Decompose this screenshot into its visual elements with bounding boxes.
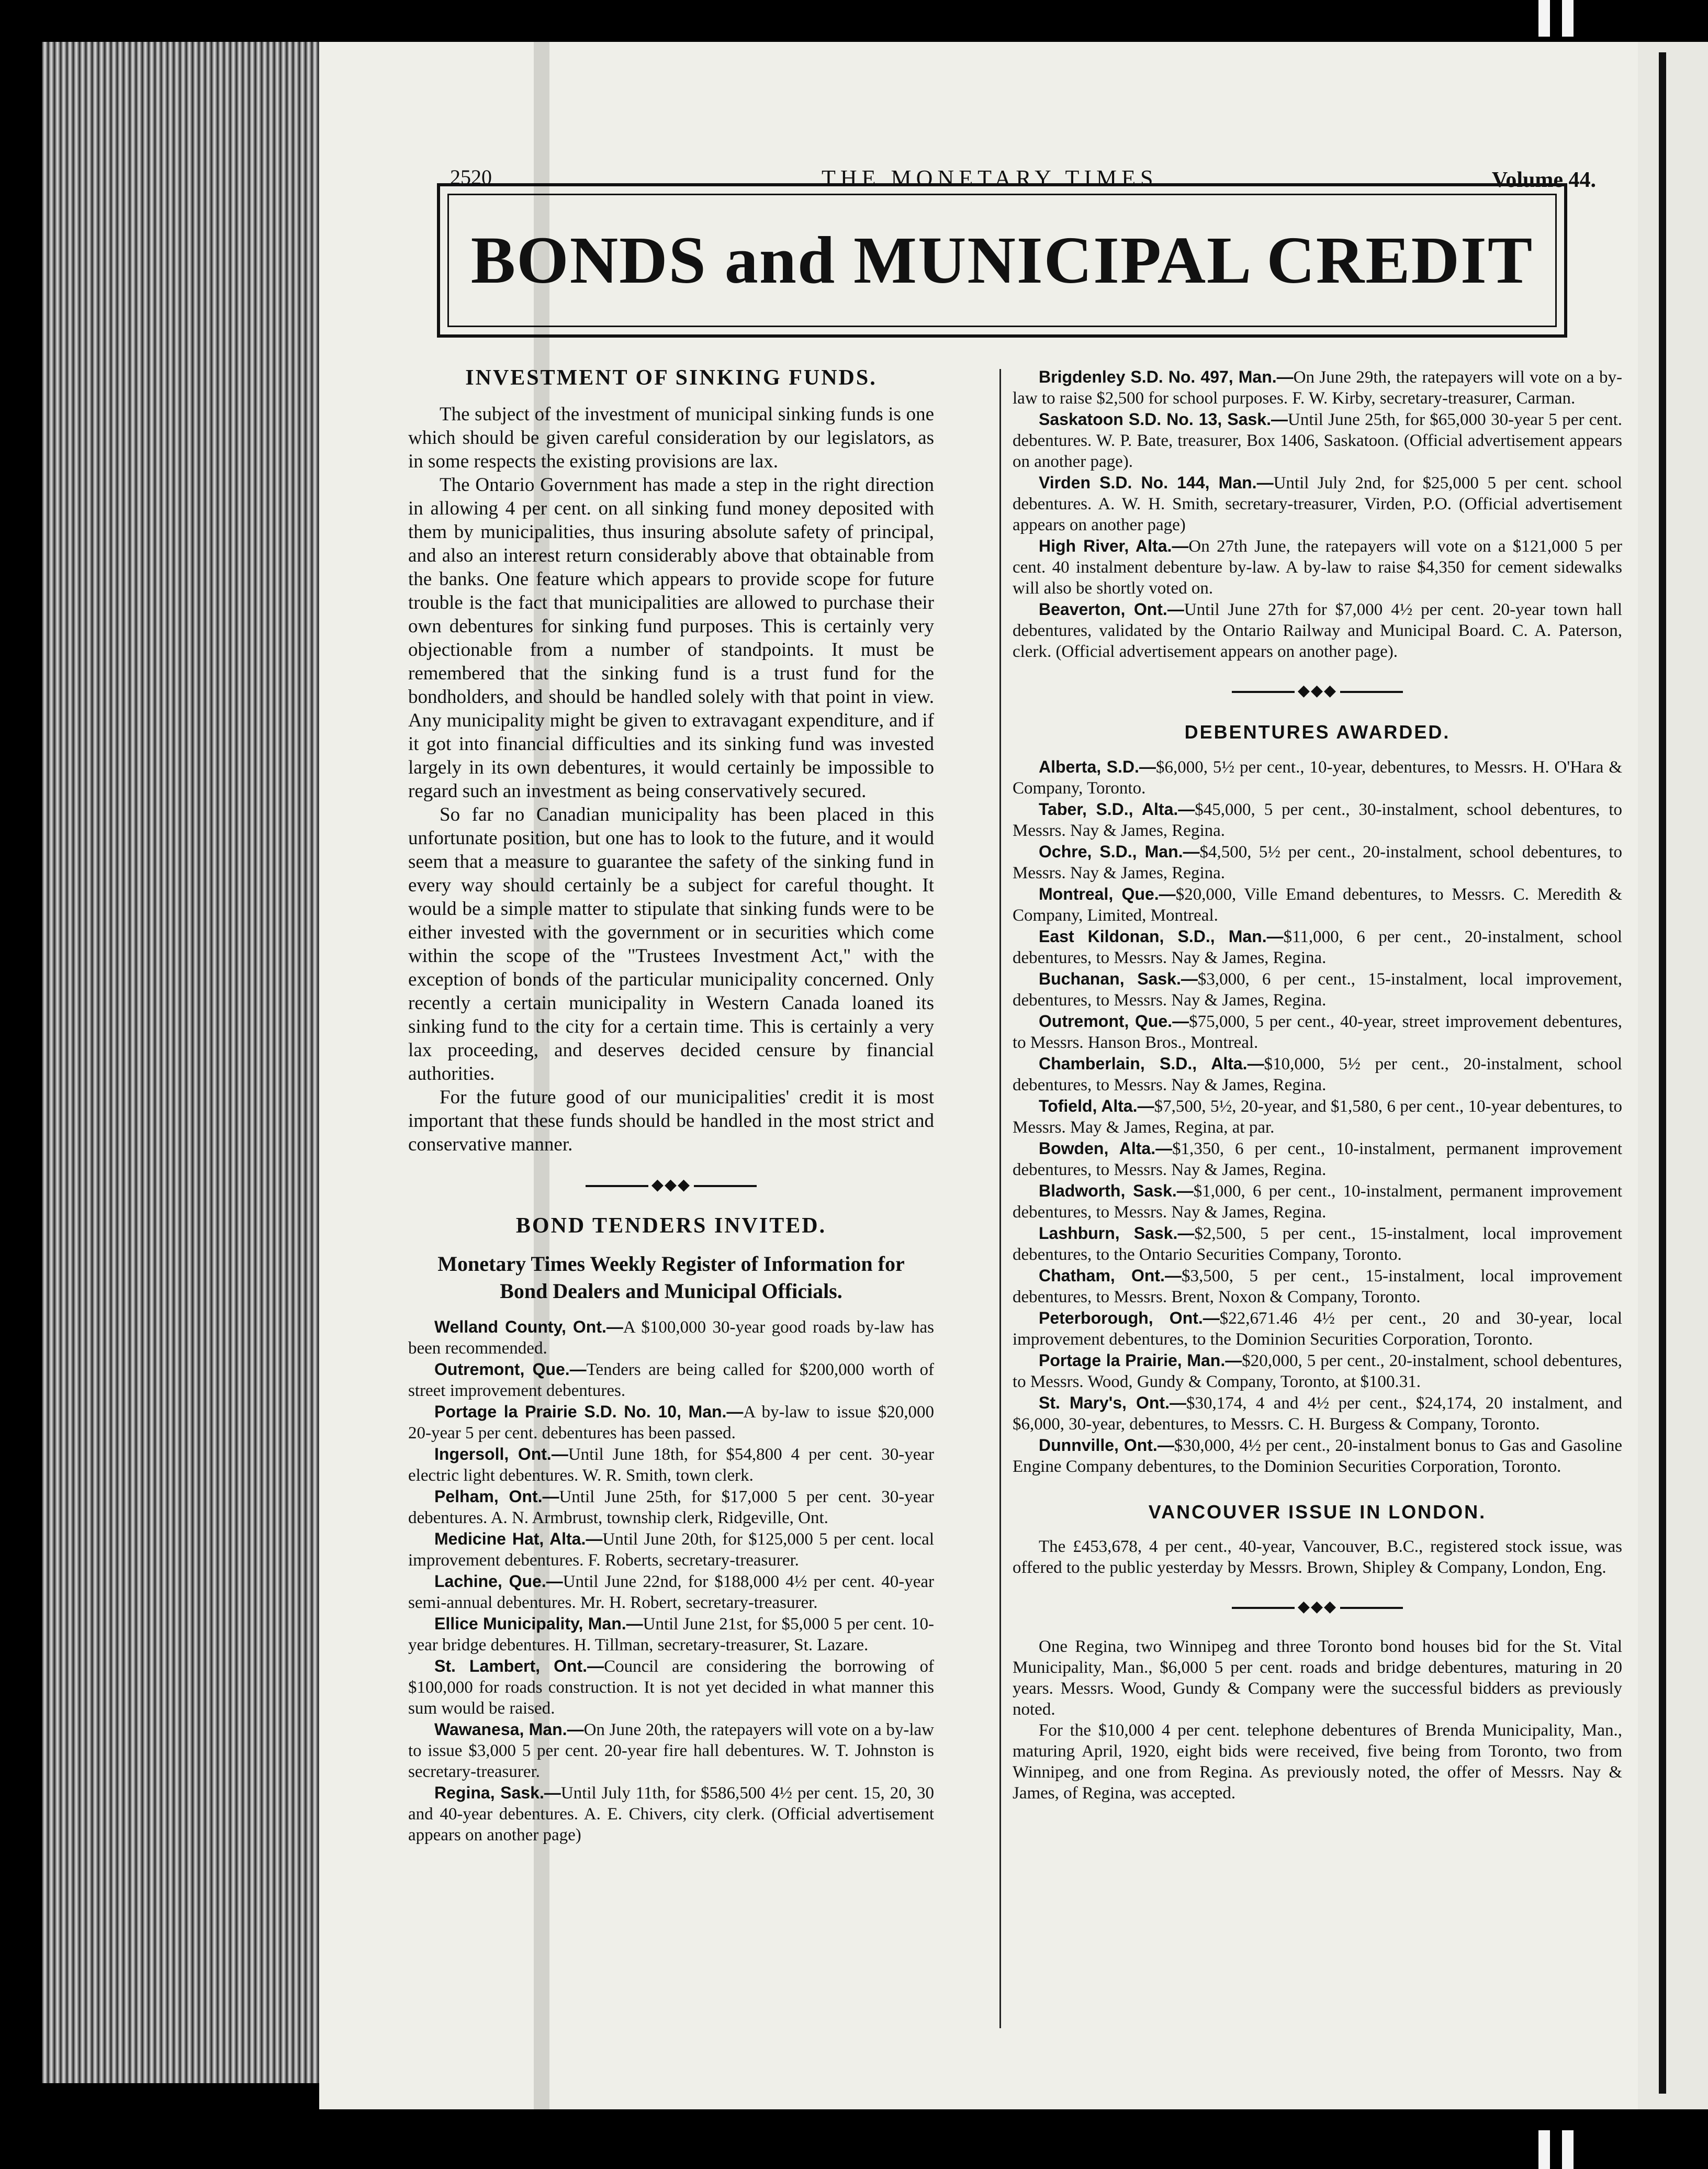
tender-entry — [408, 1444, 934, 1486]
page-number: 2520 — [450, 165, 492, 189]
award-entry — [1013, 968, 1622, 1011]
award-entry — [1013, 841, 1622, 884]
entry-text: $4,500, 5½ per cent., 20-instalment, school debentures, to Messrs. Nay & James, Regina. — [1013, 843, 1623, 882]
entry-municipality: Bladworth, Sask.— — [1039, 1181, 1194, 1200]
tender-entry — [408, 1486, 934, 1528]
bond-tenders-heading: BOND TENDERS INVITED. — [515, 1214, 827, 1238]
vancouver-paragraph: The £453,678, 4 per cent., 40-year, Vancouver, B.C., registered stock issue, was offered to the public yesterday by Messrs. Brown, Shipley & Company, London, Eng. — [1013, 1537, 1622, 1577]
entry-text: $7,500, 5½, 20-year, and $1,580, 6 per cent., 10-year debentures, to Messrs. May & James, Regina, at par. — [1013, 1097, 1622, 1137]
volume-label: Volume 44. — [1491, 168, 1596, 192]
entry-municipality: Chatham, Ont.— — [1039, 1266, 1182, 1285]
entry-municipality: Beaverton, Ont.— — [1039, 600, 1184, 619]
closing-paragraph: One Regina, two Winnipeg and three Toronto bond houses bid for the St. Vital Municipality, Man., $6,000 5 per cent. roads and bridge debentures, maturing in 20 years. Messrs. Wood, Gundy & Company were the successful bidders as previously noted. — [1013, 1637, 1622, 1719]
award-entry — [1013, 1350, 1622, 1392]
entry-municipality: Outremont, Que.— — [434, 1360, 587, 1379]
entry-text: $3,500, 5 per cent., 15-instalment, local improvement debentures, to Messrs. Brent, Noxon & Company, Toronto. — [1013, 1267, 1623, 1306]
entry-text: A $100,000 30-year good roads by-law has been recommended. — [408, 1318, 935, 1358]
entry-municipality: Welland County, Ont.— — [434, 1317, 623, 1336]
facing-page-rule — [1659, 52, 1666, 2094]
sinking-funds-heading: INVESTMENT OF SINKING FUNDS. — [465, 366, 877, 390]
entry-text: A by-law to issue $20,000 20-year 5 per cent. debentures has been passed. — [408, 1403, 934, 1443]
entry-text: $6,000, 5½ per cent., 10-year, debentures, to Messrs. H. O'Hara & Company, Toronto. — [1013, 758, 1623, 798]
tender-entry — [408, 1401, 934, 1444]
tender-entry — [408, 1656, 934, 1719]
award-entry — [1013, 1223, 1622, 1265]
film-edge-mark — [1538, 0, 1550, 37]
column-divider — [999, 369, 1001, 2028]
film-edge-mark — [1562, 0, 1574, 37]
entry-municipality: Brigdenley S.D. No. 497, Man.— — [1039, 367, 1294, 386]
facing-page-edge — [1638, 42, 1708, 2109]
entry-municipality: Outremont, Que.— — [1039, 1012, 1189, 1031]
sinking-funds-paragraph: The subject of the investment of municipal sinking funds is one which should be given careful consideration by our legislators, as in some respects the existing provisions are lax. — [408, 404, 934, 472]
entry-municipality: Portage la Prairie S.D. No. 10, Man.— — [434, 1402, 744, 1421]
award-entry — [1013, 1392, 1622, 1435]
book-page — [319, 42, 1638, 2109]
vote-notice-entry — [1013, 472, 1622, 535]
tender-entry — [408, 1528, 934, 1571]
entry-text: On June 29th, the ratepayers will vote on a by-law to raise $2,500 for school purposes. F. W. Kirby, secretary-treasurer, Carman. — [1013, 368, 1622, 408]
section-ornament: ◆◆◆ — [408, 1173, 934, 1197]
entry-municipality: Buchanan, Sask.— — [1039, 969, 1198, 988]
section-spacer — [1013, 1477, 1622, 1500]
tender-entry — [408, 1719, 934, 1782]
tender-entry — [408, 1571, 934, 1613]
entry-municipality: Taber, S.D., Alta.— — [1039, 800, 1195, 819]
entry-text: $1,350, 6 per cent., 10-instalment, permanent improvement debentures, to Messrs. Nay & James, Regina. — [1013, 1139, 1623, 1179]
vote-notice-entry — [1013, 409, 1622, 472]
closing-paragraph: For the $10,000 4 per cent. telephone debentures of Brenda Municipality, Man., maturing April, 1920, eight bids were received, five being from Toronto, two from Winnipeg, and one from Regina. As previously noted, the offer of Messrs. Nay & James, of Regina, was accepted. — [1013, 1721, 1622, 1803]
entry-text: On 27th June, the ratepayers will vote on a $121,000 5 per cent. 40 instalment debenture by-law. A by-law to raise $4,350 for cement sidewalks will also be shortly voted on. — [1013, 537, 1622, 598]
section-ornament: ◆◆◆ — [1013, 679, 1622, 702]
entry-municipality: Pelham, Ont.— — [434, 1487, 559, 1506]
entry-municipality: Dunnville, Ont.— — [1039, 1436, 1174, 1455]
entry-municipality: Chamberlain, S.D., Alta.— — [1039, 1054, 1264, 1073]
tender-entry — [408, 1613, 934, 1656]
vote-notice-entry — [1013, 535, 1622, 599]
entry-text: $75,000, 5 per cent., 40-year, street improvement debentures, to Messrs. Hanson Bros., Montreal. — [1013, 1012, 1622, 1052]
sinking-funds-paragraph: For the future good of our municipalities' credit it is most important that these funds should be handled in the most strict and conservative manner. — [408, 1087, 934, 1155]
entry-text: Until June 22nd, for $188,000 4½ per cent. 40-year semi-annual debentures. Mr. H. Robert, secretary-treasurer. — [408, 1572, 934, 1612]
award-entry — [1013, 1011, 1622, 1053]
entry-text: Tenders are being called for $200,000 worth of street improvement debentures. — [408, 1360, 935, 1400]
tender-entry — [408, 1782, 934, 1846]
entry-text: $20,000, Ville Emand debentures, to Messrs. C. Meredith & Company, Limited, Montreal. — [1013, 885, 1623, 925]
award-entry — [1013, 1095, 1622, 1138]
entry-municipality: Ingersoll, Ont.— — [434, 1445, 568, 1463]
entry-municipality: Alberta, S.D.— — [1039, 757, 1156, 776]
entry-municipality: Tofield, Alta.— — [1039, 1097, 1154, 1115]
entry-text: $20,000, 5 per cent., 20-instalment, school debentures, to Messrs. Wood, Gundy & Company, Toronto, at $100.31. — [1013, 1351, 1622, 1391]
award-entry — [1013, 1180, 1622, 1223]
award-entry — [1013, 926, 1622, 968]
banner-title: BONDS and MUNICIPAL CREDIT — [470, 223, 1534, 297]
entry-text: Until June 25th, for $65,000 30-year 5 per cent. debentures. W. P. Bate, treasurer, Box 1406, Saskatoon. (Official advertisement appears on another page). — [1013, 410, 1622, 471]
entry-municipality: Peterborough, Ont.— — [1039, 1309, 1220, 1327]
film-edge-mark — [1562, 2130, 1574, 2169]
entry-municipality: St. Mary's, Ont.— — [1039, 1393, 1186, 1412]
entry-text: Until July 11th, for $586,500 4½ per cent. 15, 20, 30 and 40-year debentures. A. E. Chivers, city clerk. (Official advertisement appears on another page) — [408, 1784, 934, 1844]
entry-text: Until June 27th for $7,000 4½ per cent. 20-year town hall debentures, validated by the Ontario Railway and Municipal Board. C. A. Paterson, clerk. (Official advertisement appears on another page). — [1013, 600, 1623, 661]
entry-text: Until June 25th, for $17,000 5 per cent. 30-year debentures. A. N. Armbrust, township clerk, Ridgeville, Ont. — [408, 1488, 934, 1527]
entry-municipality: Lachine, Que.— — [434, 1572, 563, 1591]
binding-shadow — [534, 42, 549, 2109]
entry-text: Until July 2nd, for $25,000 5 per cent. school debentures. A. W. H. Smith, secretary-treasurer, Virden, P.O. (Official advertisement appears on another page) — [1013, 474, 1622, 534]
vote-notice-entry — [1013, 599, 1622, 662]
entry-text: $11,000, 6 per cent., 20-instalment, school debentures, to Messrs. Nay & James, Regina. — [1013, 927, 1623, 967]
award-entry — [1013, 1265, 1622, 1307]
entry-text: Until June 20th, for $125,000 5 per cent. local improvement debentures. F. Roberts, secretary-treasurer. — [408, 1530, 934, 1570]
debentures-awarded-heading: DEBENTURES AWARDED. — [1184, 721, 1451, 743]
entry-municipality: Wawanesa, Man.— — [434, 1720, 584, 1739]
award-entry — [1013, 1435, 1622, 1477]
entry-municipality: Lashburn, Sask.— — [1039, 1224, 1195, 1243]
sinking-funds-paragraph: The Ontario Government has made a step in the right direction in allowing 4 per cent. on all sinking fund money deposited with them by municipalities, thus insuring absolute safety of principal, and also an interest return considerably above that obtainable from the banks. One feature which appears to provide scope for future trouble is the fact that municipalities are allowed to purchase their own debentures for sinking fund purposes. This is certainly very objectionable from a number of standpoints. It must be remembered that the sinking fund is a trust fund for the bondholders, and should be handled solely with that point in view. Any municipality might be given to extravagant expenditure, and if it got into financial difficulties and its sinking fund was invested largely in its own debentures, it would certainly be impossible to regard such an investment as being conservatively secured. — [408, 474, 934, 802]
entry-municipality: Montreal, Que.— — [1039, 885, 1176, 903]
entry-text: $1,000, 6 per cent., 10-instalment, permanent improvement debentures, to Messrs. Nay & James, Regina. — [1013, 1182, 1623, 1222]
entry-text: $30,000, 4½ per cent., 20-instalment bonus to Gas and Gasoline Engine Company debentures, to the Dominion Securities Corporation, Toronto. — [1013, 1436, 1623, 1476]
entry-text: $2,500, 5 per cent., 15-instalment, local improvement debentures, to the Ontario Securities Company, Toronto. — [1013, 1224, 1623, 1264]
entry-text: On June 20th, the ratepayers will vote on a by-law to issue $3,000 5 per cent. 20-year fire hall debentures. W. T. Johnston is secretary-treasurer. — [408, 1720, 935, 1781]
journal-name: THE MONETARY TIMES — [822, 165, 1158, 191]
film-edge-mark — [1538, 2130, 1550, 2169]
vancouver-heading: VANCOUVER ISSUE IN LONDON. — [1148, 1501, 1487, 1523]
entry-text: $30,174, 4 and 4½ per cent., $24,174, 20 instalment, and $6,000, 30-year, debentures, to Messrs. C. H. Burgess & Company, Toronto. — [1013, 1394, 1622, 1434]
entry-text: Council are considering the borrowing of $100,000 for roads construction. It is not yet decided in what manner this sum would be raised. — [408, 1657, 934, 1718]
entry-municipality: Ochre, S.D., Man.— — [1039, 842, 1200, 861]
award-entry — [1013, 756, 1622, 799]
right-column — [1013, 366, 1622, 1804]
entry-text: $10,000, 5½ per cent., 20-instalment, school debentures, to Messrs. Nay & James, Regina. — [1013, 1055, 1622, 1094]
sinking-funds-paragraph: So far no Canadian municipality has been placed in this unfortunate position, but one has to look to the future, and it would seem that a measure to guarantee the safety of the sinking fund in every way should certainly be a subject for careful thought. It would be a simple matter to stipulate that sinking funds were to be either invested with the government or in securities which come within the scope of the "Trustees Investment Act," with the exception of bonds of the particular municipality concerned. Only recently a certain municipality in Western Canada loaned its sinking fund to the city for a certain time. This is certainly a very lax proceeding, and deserves decided censure by financial authorities. — [408, 804, 934, 1084]
entry-municipality: Medicine Hat, Alta.— — [434, 1529, 603, 1548]
award-entry — [1013, 1053, 1622, 1095]
entry-municipality: Ellice Municipality, Man.— — [434, 1614, 643, 1633]
section-banner — [437, 183, 1567, 338]
register-subheading-line: Bond Dealers and Municipal Officials. — [500, 1279, 842, 1303]
section-ornament: ◆◆◆ — [1013, 1595, 1622, 1618]
entry-text: Until June 18th, for $54,800 4 per cent. 30-year electric light debentures. W. R. Smith, town clerk. — [408, 1445, 934, 1485]
register-subheading — [408, 1250, 934, 1305]
entry-text: $3,000, 6 per cent., 15-instalment, local improvement, debentures, to Messrs. Nay & James, Regina. — [1013, 970, 1622, 1010]
book-page-edges — [42, 42, 324, 2083]
entry-municipality: East Kildonan, S.D., Man.— — [1039, 927, 1284, 946]
award-entry — [1013, 1307, 1622, 1350]
award-entry — [1013, 799, 1622, 841]
entry-municipality: Regina, Sask.— — [434, 1783, 561, 1802]
tender-entry — [408, 1359, 934, 1401]
register-subheading-line: Monetary Times Weekly Register of Information for — [437, 1252, 905, 1276]
entry-municipality: Virden S.D. No. 144, Man.— — [1039, 473, 1274, 492]
entry-municipality: St. Lambert, Ont.— — [434, 1657, 604, 1675]
tender-entry — [408, 1316, 934, 1359]
entry-text: $45,000, 5 per cent., 30-instalment, school debentures, to Messrs. Nay & James, Regina. — [1013, 800, 1622, 840]
entry-municipality: Saskatoon S.D. No. 13, Sask.— — [1039, 410, 1288, 429]
entry-text: Until June 21st, for $5,000 5 per cent. 10-year bridge debentures. H. Tillman, secretary-treasurer, St. Lazare. — [408, 1615, 935, 1654]
award-entry — [1013, 884, 1622, 926]
vote-notice-entry — [1013, 366, 1622, 409]
entry-text: $22,671.46 4½ per cent., 20 and 30-year, local improvement debentures, to the Dominion Securities Corporation, Toronto. — [1013, 1309, 1622, 1349]
left-column — [408, 366, 934, 1846]
entry-municipality: Portage la Prairie, Man.— — [1039, 1351, 1242, 1370]
entry-municipality: Bowden, Alta.— — [1039, 1139, 1173, 1158]
entry-municipality: High River, Alta.— — [1039, 536, 1189, 555]
banner-inner-frame — [447, 194, 1557, 327]
award-entry — [1013, 1138, 1622, 1180]
